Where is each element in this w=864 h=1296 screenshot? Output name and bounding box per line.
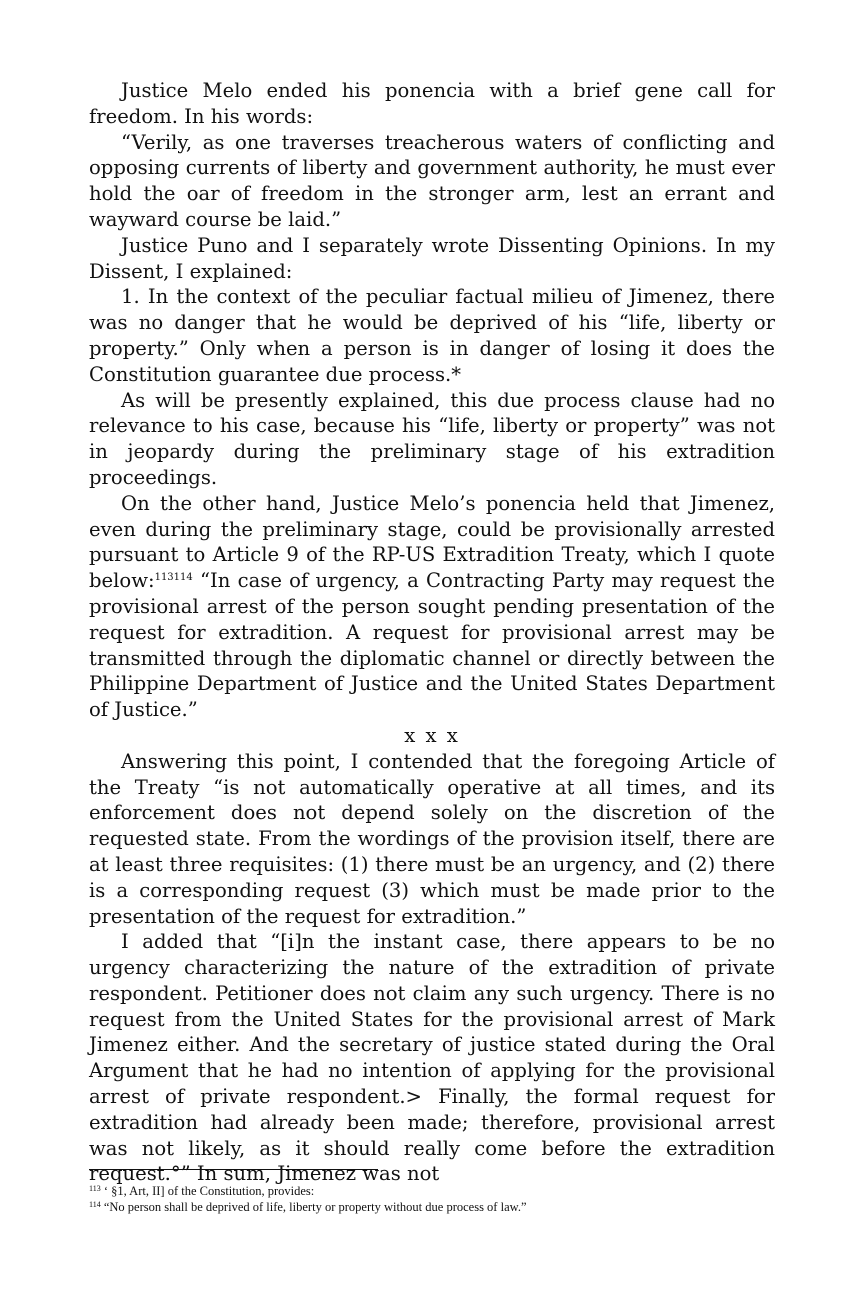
paragraph-2-quote: “Verily, as one traverses treacherous waters of conflicting and opposing currents of liberty and government authority, he must ever hold the oar of freedom in the stronger arm, lest an errant and wayward course be laid.” [89,130,775,231]
footnote-number: 114 [89,1200,101,1209]
footnote-divider [89,1169,378,1170]
paragraph-5: As will be presently explained, this due process clause had no relevance to his case, because his “life, liberty or property” was not in jeopardy during the preliminary stage of his extradition proceedings. [89,388,775,489]
footnote-text: ‘ §1, Art, II] of the Constitution, provides: [100,1184,315,1198]
paragraph-6 [89,491,775,723]
section-separator: x x x [404,723,460,747]
footnote-text: “No person shall be deprived of life, liberty or property without due process of law.” [100,1200,527,1214]
paragraph-4: 1. In the context of the peculiar factual milieu of Jimenez, there was no danger that he would be deprived of his “life, liberty or property.” Only when a person is in danger of losing it does the Constitution guarantee due process.* [89,285,775,386]
footnote-113 [89,1183,775,1199]
paragraph-7: Answering this point, I contended that the foregoing Article of the Treaty “is not automatically operative at all times, and its enforcement does not depend solely on the discretion of the requested state. From the wordings of the provision itself, there are at least three requisites: (1) there must be an urgency, and (2) there is a corresponding request (3) which must be made prior to the presentation of the request for extradition.” [89,749,775,928]
paragraph-6-text: On the other hand, Justice Melo’s ponencia held that Jimenez, even during the preliminary stage, could be provisionally arrested pursuant to Article 9 of the RP-US Extradition Treaty, which I quote below: [89,491,775,593]
paragraph-1: Justice Melo ended his ponencia with a brief gene call for freedom. In his words: [89,79,775,128]
footnote-114 [89,1199,775,1215]
paragraph-3: Justice Puno and I separately wrote Dissenting Opinions. In my Dissent, I explained: [89,233,775,283]
paragraph-6-quote: “In case of urgency, a Contracting Party may request the provisional arrest of the person sought pending presentation of the request for extradition. A request for provisional arrest may be transmitted through the diplomatic channel or directly between the Philippine Department of Justice and the United States Department of Justice.” [89,569,775,722]
footnotes [89,1183,775,1215]
footnote-reference[interactable]: 113114 [154,572,193,584]
footnote-number: 113 [89,1184,101,1193]
page-body [89,78,775,1187]
paragraph-8: I added that “[i]n the instant case, there appears to be no urgency characterizing the nature of the extradition of private respondent. Petitioner does not claim any such urgency. There is no request from the United States for the provisional arrest of Mark Jimenez either. And the secretary of justice stated during the Oral Argument that he had no intention of applying for the provisional arrest of private respondent.> Finally, the formal request for extradition had already been made; therefore, provisional arrest was not likely, as it should really come before the extradition request.°” In sum, Jimenez was not [89,930,775,1186]
